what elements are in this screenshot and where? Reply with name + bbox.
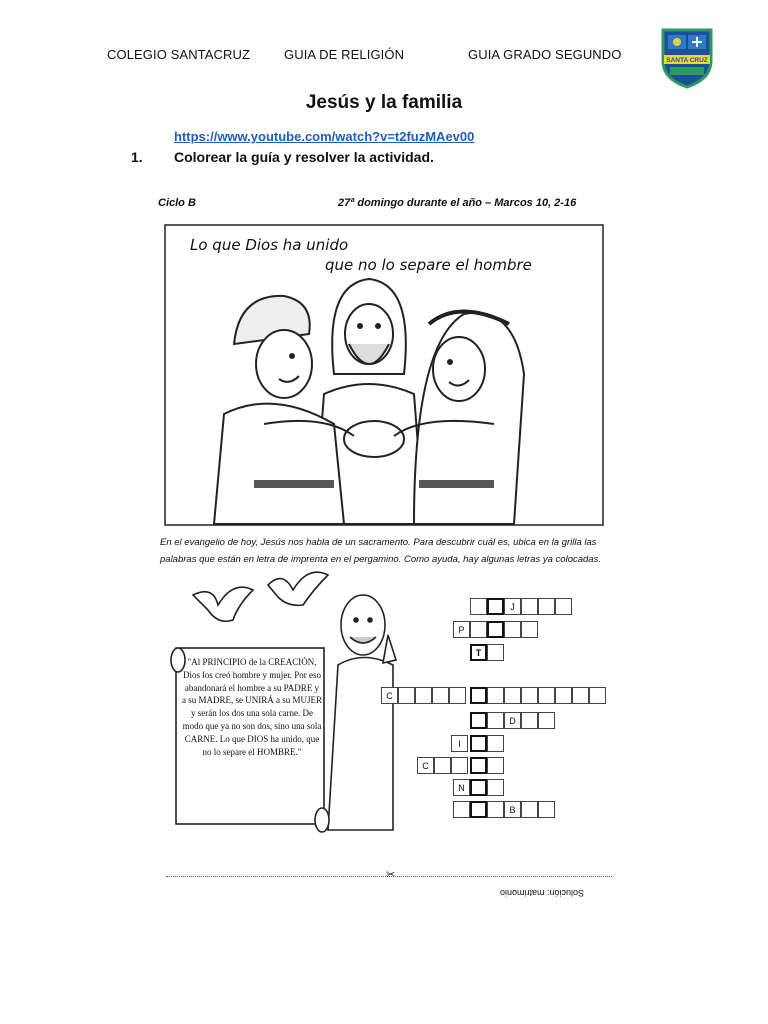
solution-text: Solución: matrimonio — [500, 888, 585, 898]
grid-cell[interactable] — [453, 801, 470, 818]
grid-cell-solution[interactable] — [487, 621, 504, 638]
grid-cell-solution[interactable] — [470, 779, 487, 796]
grid-cell[interactable] — [451, 757, 468, 774]
grid-cell-solution[interactable] — [487, 598, 504, 615]
grid-cell[interactable] — [434, 757, 451, 774]
grid-cell[interactable] — [538, 687, 555, 704]
grid-cell[interactable] — [504, 687, 521, 704]
grid-cell[interactable] — [589, 687, 606, 704]
grid-cell[interactable]: N — [453, 779, 470, 796]
grid-cell-solution[interactable] — [470, 687, 487, 704]
grid-cell[interactable] — [487, 757, 504, 774]
grid-cell-solution[interactable] — [470, 735, 487, 752]
grid-cell[interactable]: B — [504, 801, 521, 818]
banner-line-1: Lo que Dios ha unido — [190, 236, 349, 254]
grid-cell[interactable] — [398, 687, 415, 704]
grid-cell[interactable] — [487, 735, 504, 752]
subject-name: GUIA DE RELIGIÓN — [284, 47, 405, 62]
grid-cell[interactable] — [538, 712, 555, 729]
scissors-icon: ✂ — [386, 869, 396, 881]
grid-cell[interactable] — [487, 712, 504, 729]
grid-cell[interactable]: C — [417, 757, 434, 774]
grid-cell[interactable] — [470, 621, 487, 638]
grid-cell[interactable] — [504, 621, 521, 638]
grid-cell[interactable] — [487, 801, 504, 818]
grid-cell[interactable] — [572, 687, 589, 704]
grid-cell-solution[interactable] — [470, 757, 487, 774]
grid-cell[interactable] — [521, 687, 538, 704]
grid-cell[interactable] — [521, 598, 538, 615]
grade-name: GUIA GRADO SEGUNDO — [468, 47, 622, 62]
banner-line-2: que no lo separe el hombre — [325, 256, 532, 274]
grid-cell[interactable] — [432, 687, 449, 704]
activity-intro: En el evangelio de hoy, Jesús nos habla de un sacramento. Para descubrir cuál es, ubica en la grilla las palabras que están en letra de imprenta en el pergamino. Como ayuda, hay algunas letras ya colocadas. — [160, 537, 601, 565]
grid-cell[interactable]: P — [453, 621, 470, 638]
grid-cell[interactable]: C — [381, 687, 398, 704]
grid-cell[interactable] — [487, 779, 504, 796]
instruction-number: 1. — [131, 149, 143, 165]
grid-cell[interactable] — [470, 598, 487, 615]
grid-cell[interactable] — [521, 712, 538, 729]
instruction-text: Colorear la guía y resolver la actividad. — [174, 149, 434, 165]
grid-cell[interactable] — [449, 687, 466, 704]
grid-cell[interactable] — [521, 621, 538, 638]
grid-cell-solution[interactable] — [470, 801, 487, 818]
grid-cell[interactable] — [415, 687, 432, 704]
grid-cell[interactable] — [555, 687, 572, 704]
cycle-label: Ciclo B — [158, 197, 196, 209]
school-name: COLEGIO SANTACRUZ — [107, 47, 251, 62]
grid-cell-solution[interactable]: T — [470, 644, 487, 661]
page-title: Jesús y la familia — [305, 92, 463, 113]
school-logo — [660, 27, 714, 89]
grid-cell[interactable] — [555, 598, 572, 615]
grid-cell[interactable] — [487, 687, 504, 704]
video-link[interactable]: https://www.youtube.com/watch?v=t2fuzMAev00 — [174, 129, 475, 144]
grid-cell[interactable]: J — [504, 598, 521, 615]
grid-cell[interactable] — [538, 598, 555, 615]
scroll-text: "Al PRINCIPIO de la CREACIÓN, Dios los creó hombre y mujer. Por eso abandonará el hombre a su PADRE y a su MADRE, se UNIRÁ a su MUJER y serán los dos una sola carne. De modo que ya no son dos, sino una sola CARNE. Lo que DIOS ha unido, que no lo separe el HOMBRE." — [182, 657, 322, 757]
grid-cell[interactable]: I — [451, 735, 468, 752]
grid-cell[interactable] — [538, 801, 555, 818]
grid-cell[interactable] — [521, 801, 538, 818]
grid-cell[interactable] — [487, 644, 504, 661]
grid-cell-solution[interactable] — [470, 712, 487, 729]
grid-cell[interactable]: D — [504, 712, 521, 729]
sunday-label: 27ª domingo durante el año – Marcos 10, 2-16 — [338, 197, 577, 209]
logo-text: SANTA CRUZ — [666, 57, 708, 64]
